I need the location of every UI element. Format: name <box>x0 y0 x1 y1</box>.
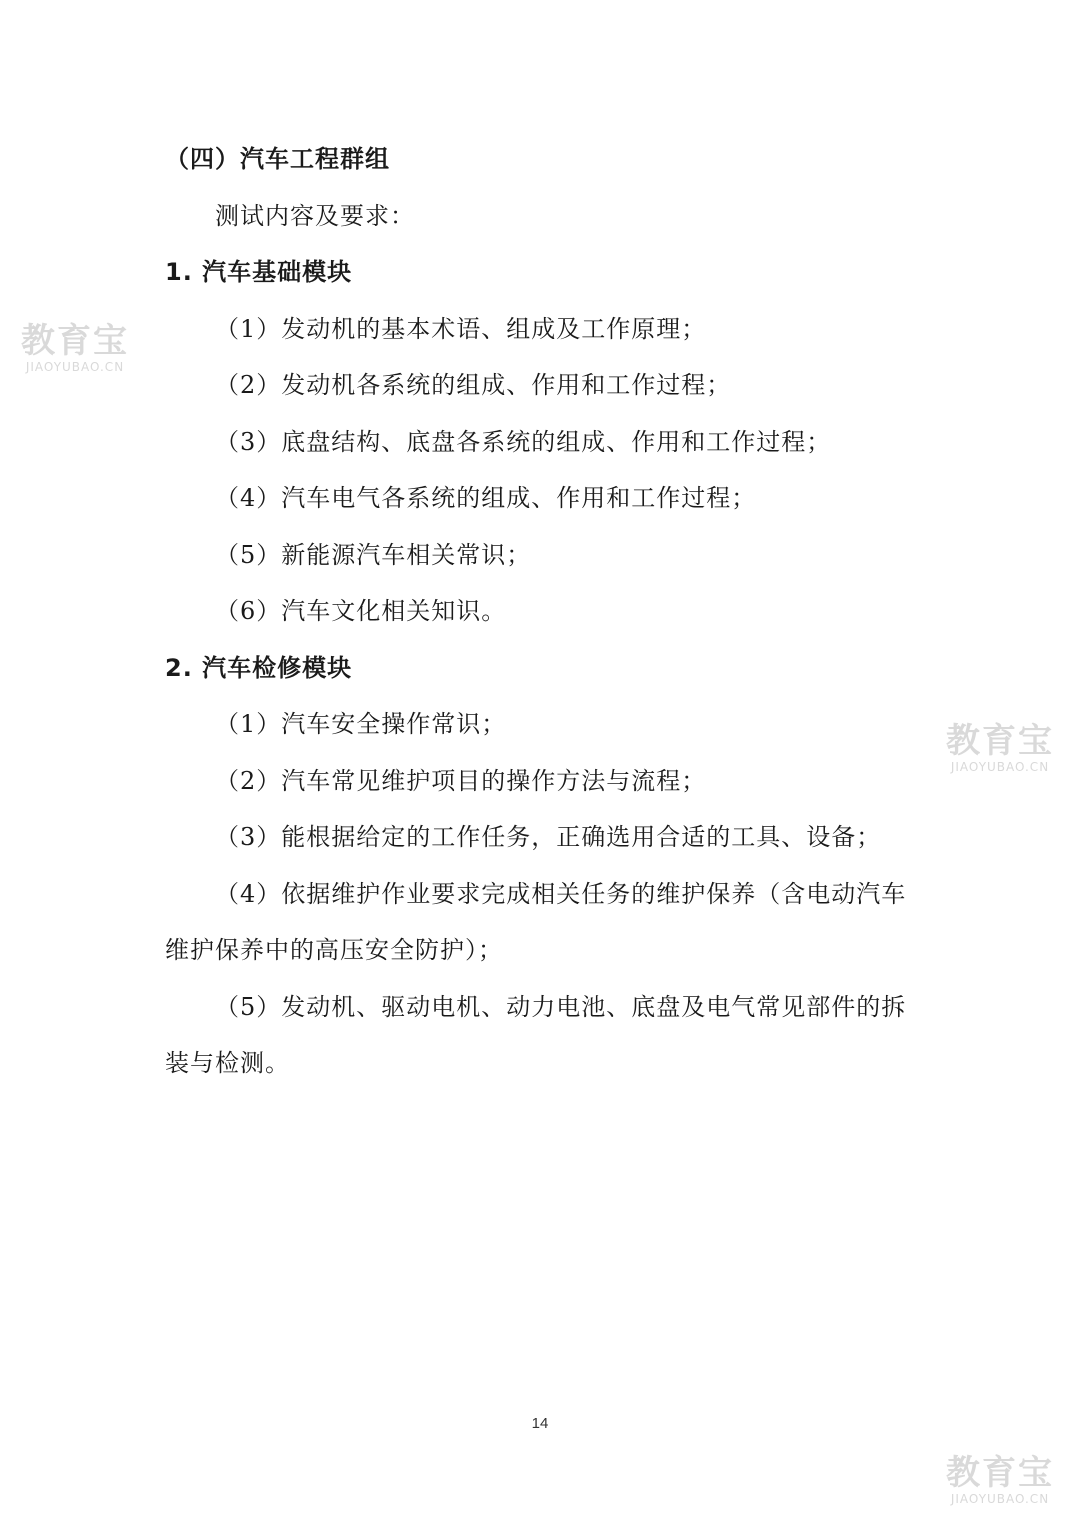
module-2-title: 2. 汽车检修模块 <box>165 654 353 682</box>
module-1-item-4: （4）汽车电气各系统的组成、作用和工作过程； <box>215 484 757 512</box>
watermark-logo-text: 教育宝 <box>946 721 1054 761</box>
watermark-logo <box>0 322 150 374</box>
module-2-item-5-line-1: （5）发动机、驱动电机、动力电池、底盘及电气常见部件的拆 <box>215 993 907 1021</box>
watermark-logo-url: JIAOYUBAO.CN <box>950 760 1050 774</box>
module-2-item-2: （2）汽车常见维护项目的操作方法与流程； <box>215 767 707 795</box>
module-1-item-5: （5）新能源汽车相关常识； <box>215 541 532 569</box>
watermark-logo <box>925 722 1075 774</box>
module-1-item-2: （2）发动机各系统的组成、作用和工作过程； <box>215 371 732 399</box>
watermark-logo-url: JIAOYUBAO.CN <box>950 1492 1050 1506</box>
module-2-item-3: （3）能根据给定的工作任务，正确选用合适的工具、设备； <box>215 823 882 851</box>
intro-text: 测试内容及要求： <box>215 202 415 230</box>
module-1-title: 1. 汽车基础模块 <box>165 258 353 286</box>
watermark-logo <box>925 1454 1075 1506</box>
module-2-item-4-line-2: 维护保养中的高压安全防护）； <box>165 936 503 964</box>
module-1-item-6: （6）汽车文化相关知识。 <box>215 597 507 625</box>
watermark-logo-url: JIAOYUBAO.CN <box>25 360 125 374</box>
module-2-item-4-line-1: （4）依据维护作业要求完成相关任务的维护保养（含电动汽车 <box>215 880 907 908</box>
watermark-logo-text: 教育宝 <box>946 1453 1054 1493</box>
section-title: （四）汽车工程群组 <box>165 145 390 173</box>
module-1-item-3: （3）底盘结构、底盘各系统的组成、作用和工作过程； <box>215 428 832 456</box>
module-2-item-5-line-2: 装与检测。 <box>165 1049 290 1077</box>
module-1-item-1: （1）发动机的基本术语、组成及工作原理； <box>215 315 707 343</box>
watermark-logo-text: 教育宝 <box>21 321 129 361</box>
page-number: 14 <box>531 1415 549 1432</box>
module-2-item-1: （1）汽车安全操作常识； <box>215 710 507 738</box>
